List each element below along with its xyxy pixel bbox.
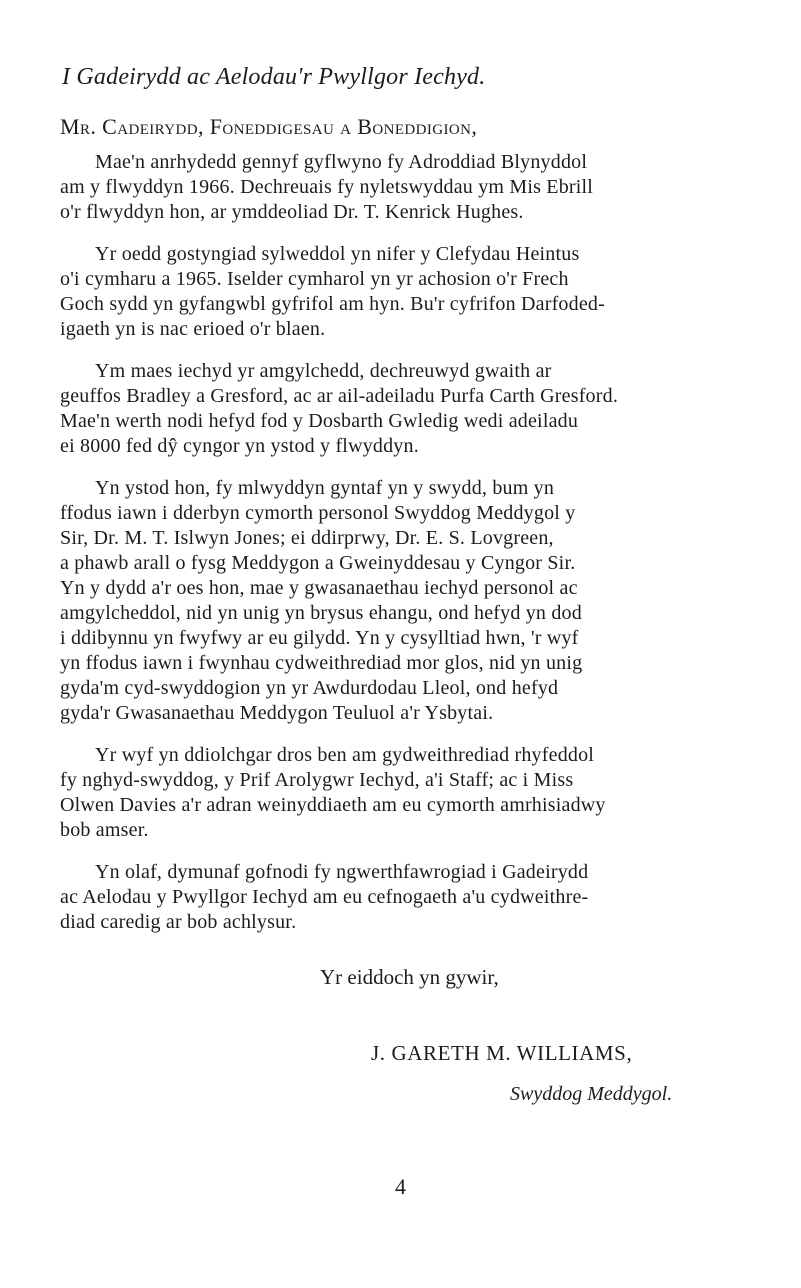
salutation: Mr. Cadeirydd, Foneddigesau a Boneddigion, xyxy=(60,114,478,139)
closing: Yr eiddoch yn gywir, xyxy=(320,965,499,989)
signature-title: Swyddog Meddygol. xyxy=(510,1083,673,1105)
paragraph-line: Mae'n anrhydedd gennyf gyflwyno fy Adroddiad Blynyddol xyxy=(95,151,588,173)
paragraph-line: Sir, Dr. M. T. Islwyn Jones; ei ddirprwy, Dr. E. S. Lovgreen, xyxy=(60,527,554,549)
paragraph-line: Goch sydd yn gyfangwbl gyfrifol am hyn. Bu'r cyfrifon Darfoded- xyxy=(60,293,605,315)
paragraph-line: Olwen Davies a'r adran weinyddiaeth am eu cymorth amrhisiadwy xyxy=(60,794,606,816)
paragraph-line: o'r flwyddyn hon, ar ymddeoliad Dr. T. Kenrick Hughes. xyxy=(60,201,524,223)
paragraph xyxy=(60,743,742,843)
paragraph-line: ffodus iawn i dderbyn cymorth personol Swyddog Meddygol y xyxy=(60,502,576,524)
document-heading: I Gadeirydd ac Aelodau'r Pwyllgor Iechyd. xyxy=(62,64,486,90)
paragraph-line: gyda'r Gwasanaethau Meddygon Teuluol a'r Ysbytai. xyxy=(60,702,494,724)
paragraph-line: amgylcheddol, nid yn unig yn brysus ehangu, ond hefyd yn dod xyxy=(60,602,582,624)
signature-name: J. GARETH M. WILLIAMS, xyxy=(371,1041,633,1065)
paragraph xyxy=(60,150,742,225)
paragraph xyxy=(60,359,742,459)
paragraph-line: am y flwyddyn 1966. Dechreuais fy nyletswyddau ym Mis Ebrill xyxy=(60,176,594,198)
paragraph-line: fy nghyd-swyddog, y Prif Arolygwr Iechyd, a'i Staff; ac i Miss xyxy=(60,769,574,791)
paragraph-line: gyda'm cyd-swyddogion yn yr Awdurdodau Lleol, ond hefyd xyxy=(60,677,559,699)
paragraph-line: bob amser. xyxy=(60,819,149,841)
paragraph-line: i ddibynnu yn fwyfwy ar eu gilydd. Yn y cysylltiad hwn, 'r wyf xyxy=(60,627,579,649)
paragraph-line: ac Aelodau y Pwyllgor Iechyd am eu cefnogaeth a'u cydweithre- xyxy=(60,886,589,908)
paragraph-line: a phawb arall o fysg Meddygon a Gweinyddesau y Cyngor Sir. xyxy=(60,552,576,574)
paragraph-line: Mae'n werth nodi hefyd fod y Dosbarth Gwledig wedi adeiladu xyxy=(60,410,579,432)
paragraph-line: Yr oedd gostyngiad sylweddol yn nifer y Clefydau Heintus xyxy=(95,243,580,265)
paragraph-line: yn ffodus iawn i fwynhau cydweithrediad mor glos, nid yn unig xyxy=(60,652,583,674)
page-number: 4 xyxy=(395,1174,406,1199)
paragraph xyxy=(60,476,742,726)
paragraph-line: igaeth yn is nac erioed o'r blaen. xyxy=(60,318,326,340)
paragraph xyxy=(60,242,742,342)
paragraph xyxy=(60,860,742,935)
paragraph-line: Yn y dydd a'r oes hon, mae y gwasanaethau iechyd personol ac xyxy=(60,577,578,599)
paragraph-line: Yn olaf, dymunaf gofnodi fy ngwerthfawrogiad i Gadeirydd xyxy=(95,861,589,883)
paragraph-line: o'i cymharu a 1965. Iselder cymharol yn yr achosion o'r Frech xyxy=(60,268,569,290)
paragraph-line: geuffos Bradley a Gresford, ac ar ail-adeiladu Purfa Carth Gresford. xyxy=(60,385,619,407)
paragraph-line: Ym maes iechyd yr amgylchedd, dechreuwyd gwaith ar xyxy=(95,360,552,382)
paragraph-line: Yn ystod hon, fy mlwyddyn gyntaf yn y swydd, bum yn xyxy=(95,477,555,499)
paragraph-line: diad caredig ar bob achlysur. xyxy=(60,911,297,933)
paragraph-line: Yr wyf yn ddiolchgar dros ben am gydweithrediad rhyfeddol xyxy=(95,744,595,766)
letter-body xyxy=(60,150,742,952)
paragraph-line: ei 8000 fed dŷ cyngor yn ystod y flwyddyn. xyxy=(60,435,419,457)
